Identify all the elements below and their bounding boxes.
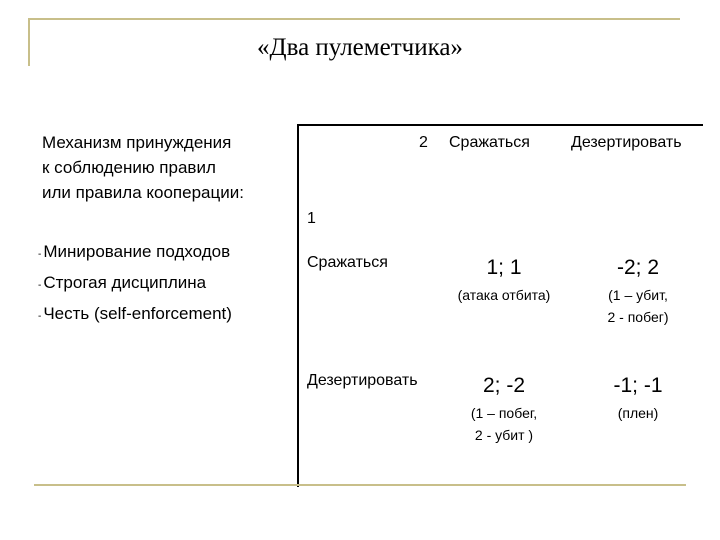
note-line: 2 - убит ) (474, 427, 534, 443)
list-item-text: Строгая дисциплина (43, 273, 207, 292)
note-line: (плен) (617, 405, 659, 421)
note-line: (1 – побег, (470, 405, 538, 421)
mechanism-heading-line: Механизм принуждения (42, 133, 232, 152)
row-header-fight: Сражаться (307, 254, 388, 271)
payoff-desert-fight: 2; -2 (482, 374, 526, 397)
note-fight-fight (439, 284, 569, 306)
payoff-desert-desert: -1; -1 (613, 374, 663, 397)
mechanism-heading (42, 130, 302, 205)
col-header-desert: Дезертировать (571, 134, 682, 151)
list-item (38, 300, 298, 331)
mechanism-heading-line: или правила кооперации: (42, 183, 244, 202)
payoff-matrix (297, 124, 703, 487)
frame-top-line (28, 18, 680, 20)
note-line: 2 - побег) (607, 309, 669, 325)
list-item (38, 238, 298, 269)
mechanism-heading-line: к соблюдению правил (42, 158, 216, 177)
player2-label: 2 (419, 134, 428, 151)
list-item (38, 269, 298, 300)
payoff-fight-fight: 1; 1 (486, 256, 522, 279)
note-fight-desert (578, 284, 698, 328)
bullet-dash: - (38, 280, 42, 291)
bullet-dash: - (38, 249, 42, 260)
mechanism-list (38, 238, 298, 331)
row-header-desert: Дезертировать (307, 372, 418, 389)
slide-title: «Два пулеметчика» (257, 34, 463, 61)
col-header-fight: Сражаться (449, 134, 530, 151)
player1-label: 1 (307, 210, 316, 227)
note-line: (атака отбита) (457, 287, 551, 303)
payoff-fight-desert: -2; 2 (616, 256, 660, 279)
list-item-text: Честь (self-enforcement) (43, 304, 232, 323)
note-line: (1 – убит, (608, 287, 668, 303)
note-desert-desert (578, 402, 698, 424)
list-item-text: Минирование подходов (43, 242, 231, 261)
bullet-dash: - (38, 311, 42, 322)
note-desert-fight (444, 402, 564, 446)
frame-bottom-line (34, 484, 686, 486)
